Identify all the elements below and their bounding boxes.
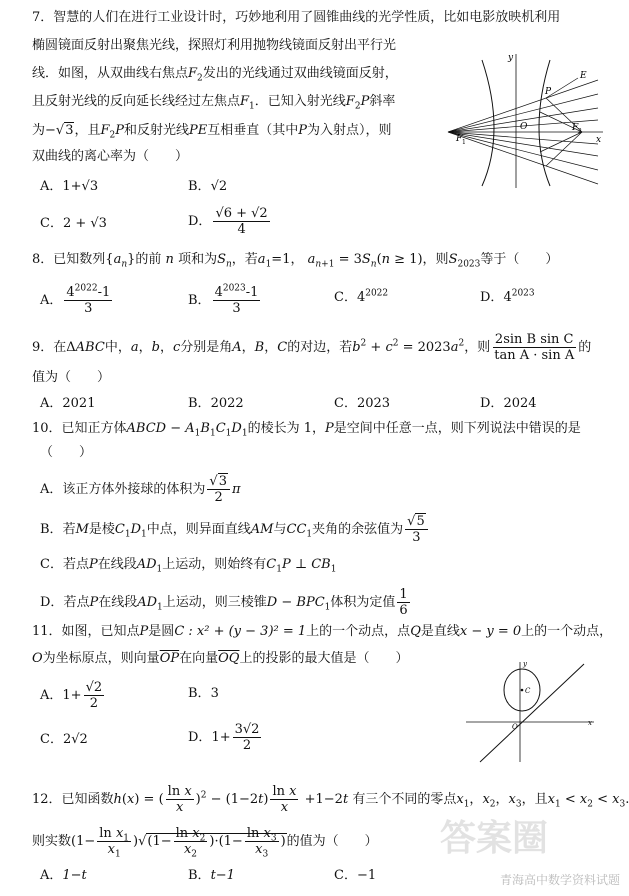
q11-line2: O为坐标原点，则向量$\overline{OP}$在向量$\overline{OQ}$上的投影的最大值是（ ）: [32, 651, 409, 666]
svg-text:P: P: [545, 87, 552, 97]
q9-option-c[interactable]: C．2023: [334, 396, 391, 411]
q11-line1: 11．如图，已知点P是圆C : x² + (y − 3)² = 1上的一个动点，点Q是直线x − y = 0上的一个动点，: [32, 624, 613, 639]
svg-text:O: O: [512, 723, 518, 731]
q12-option-b[interactable]: B．t−1: [188, 868, 235, 883]
watermark-text: 青海高中数学资料试题: [499, 873, 620, 887]
q9-option-a[interactable]: A．2021: [40, 396, 96, 411]
q7-line3: 线．如图，从双曲线右焦点$F_2$发出的光线通过双曲线镜面反射，: [32, 66, 398, 84]
q9-line2: 值为（ ）: [32, 370, 111, 385]
q7-option-b[interactable]: B．√2: [188, 179, 228, 194]
q11-option-a[interactable]: A．1+ $\frac{√2}{2}$: [40, 680, 103, 711]
q12-line2: 则实数(1− $\frac{\ln x_1}{x_1}$ )√(1− $\frac{\ln x_2}{x_2}$ )·(1− $\frac{\ln x_3}{x_3}$ )的值为（ ）: [32, 826, 378, 860]
q8-option-b[interactable]: B． $\frac{4^{2023}-1}{3}$: [188, 283, 259, 316]
svg-text:y: y: [523, 660, 527, 668]
q10-line1: 10．已知正方体ABCD − $A_1B_1C_1D_1$的棱长为 1，P是空间中任意一点，则下列说法中错误的是: [32, 421, 581, 439]
q7-line5: 为−√3，且$F_2P$和反射光线PE互相垂直（其中P为入射点），则: [32, 123, 392, 141]
q7-line1: 7．智慧的人们在进行工业设计时，巧妙地利用了圆锥曲线的光学性质，比如电影放映机利用: [32, 10, 561, 25]
q8-option-a[interactable]: A． $\frac{4^{2022}-1}{3}$: [40, 283, 111, 316]
q9-option-b[interactable]: B．2022: [188, 396, 244, 411]
svg-text:1: 1: [462, 139, 466, 146]
q7-line2: 椭圆镜面反射出聚焦光线，探照灯利用抛物线镜面反射出平行光: [32, 38, 397, 53]
q7-option-d[interactable]: D． $\frac{√6 + √2}{4}$: [188, 206, 268, 237]
q12-line1: 12．已知函数h(x) = ( $\frac{\text{ln x}}{x}$ )$^2$ − (1−2t) $\frac{\text{ln x}}{x}$ +1−2t 有三个不同的零点$x_1$，$x_2$，$x_3$，且$x_1 < x_2 < x_3$.: [32, 784, 629, 815]
watermark-logo: 答案圈: [440, 818, 549, 859]
q10-option-d[interactable]: D．若点P在线段$AD_1$上运动，则三棱锥$D - BPC_1$体积为定值 $\frac{1}{6}$: [40, 587, 408, 618]
q7-option-a[interactable]: A．1+√3: [40, 179, 99, 194]
q7-option-c[interactable]: C．2 + √3: [40, 216, 107, 231]
svg-text:C: C: [525, 687, 531, 695]
q11-circle-figure: [466, 658, 596, 764]
q10-option-a[interactable]: A．该正方体外接球的体积为 $\frac{√3}{2}$ π: [40, 474, 241, 505]
q11-option-c[interactable]: C．2√2: [40, 732, 88, 747]
q11-option-b[interactable]: B．3: [188, 686, 219, 701]
q10-line2: （ ）: [40, 445, 93, 460]
svg-text:E: E: [580, 71, 587, 81]
svg-text:F: F: [572, 123, 579, 133]
q8-line1: 8．已知数列$\{a_n\}$的前 n 项和为$S_n$，若$a_1=1$， $a_{n+1} = 3S_n(n \ge 1)$，则$S_{2023}$等于（ ）: [32, 252, 559, 270]
q12-option-a[interactable]: A．1−t: [40, 868, 87, 883]
q7-hyperbola-figure: [448, 50, 608, 190]
q9-line1: 9．在ΔABC中，a，b，c分别是角A，B，C的对边，若$b^2 + c^2 = 2023a^2$，则 $\frac{\text{2sin B sin C}}{\text{tan A · sin A}}$ 的: [32, 332, 592, 363]
q7-line4: 且反射光线的反向延长线经过左焦点$F_1$．已知入射光线$F_2P$斜率: [32, 94, 396, 112]
svg-text:2: 2: [578, 128, 582, 135]
svg-text:F: F: [456, 134, 463, 144]
q11-option-d[interactable]: D．1+ $\frac{3√2}{2}$: [188, 722, 260, 753]
svg-text:x: x: [596, 135, 602, 145]
q10-option-c[interactable]: C．若点P在线段$AD_1$上运动，则始终有$C_1P$ ⊥ $CB_1$: [40, 557, 337, 575]
svg-text:y: y: [508, 53, 514, 63]
q8-option-c[interactable]: C．$4^{2022}$: [334, 288, 389, 305]
svg-text:x: x: [588, 719, 592, 727]
q10-option-b[interactable]: B．若M是棱$C_1D_1$中点，则异面直线AM与$CC_1$夹角的余弦值为 $\frac{√5}{3}$: [40, 514, 430, 545]
svg-text:O: O: [520, 122, 528, 132]
q9-option-d[interactable]: D．2024: [480, 396, 537, 411]
q8-option-d[interactable]: D．$4^{2023}$: [480, 288, 535, 305]
q7-line6: 双曲线的离心率为（ ）: [32, 149, 189, 164]
q12-option-c[interactable]: C．−1: [334, 868, 377, 883]
